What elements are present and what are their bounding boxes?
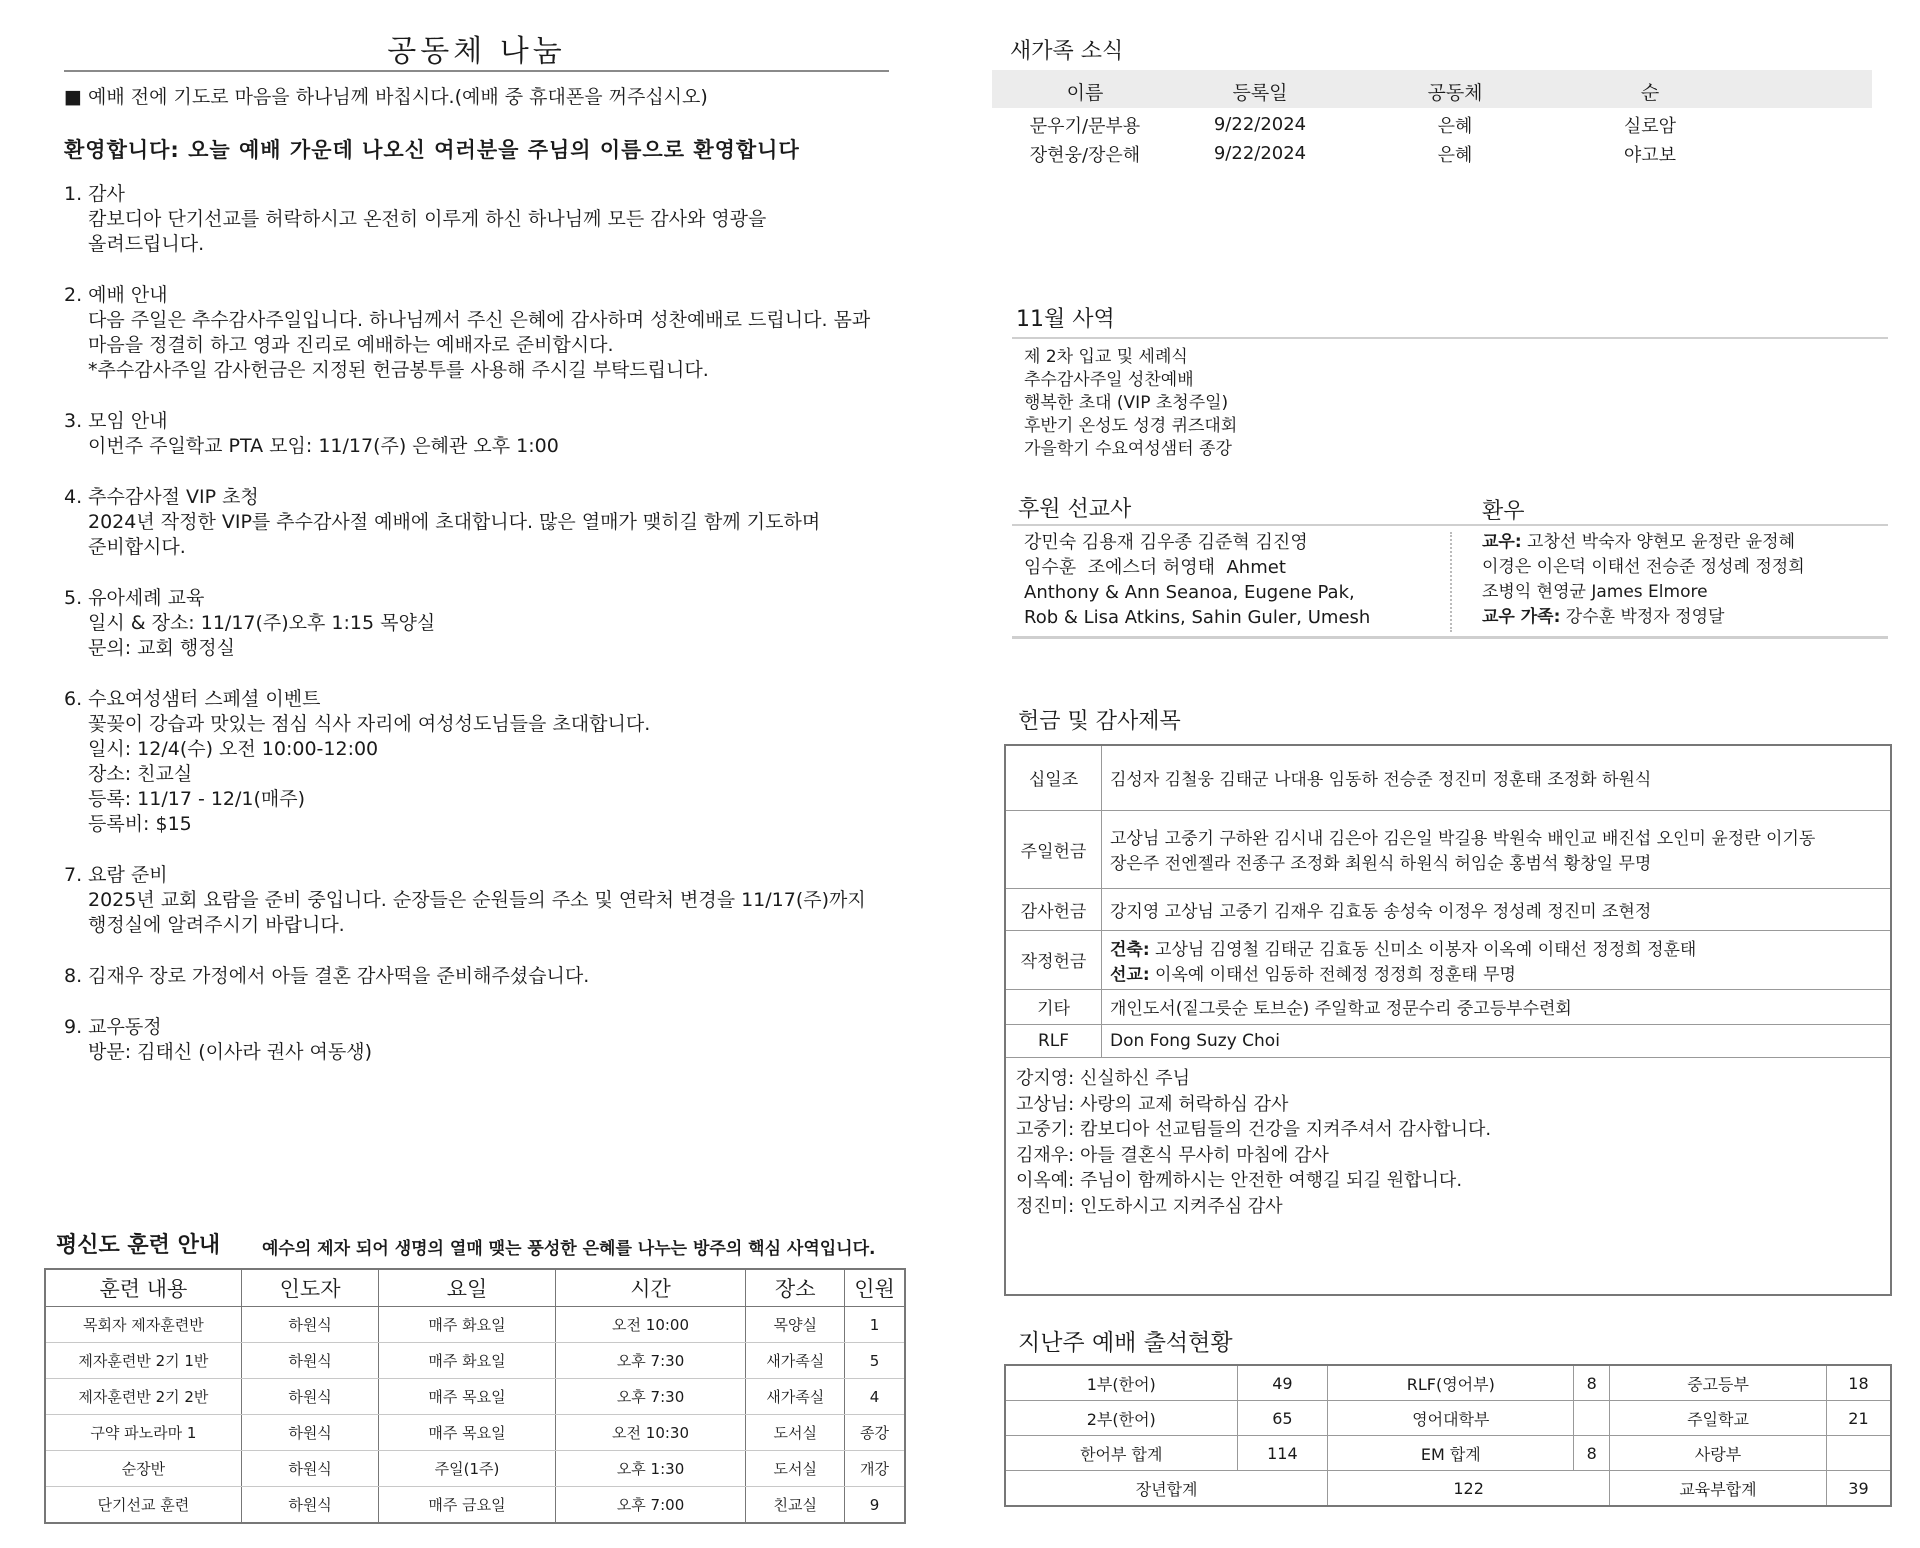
new-family-cell: 9/22/2024 — [1213, 143, 1307, 164]
prayer-item: 이옥예: 주님이 함께하시는 안전한 여행길 되길 원합니다. — [1016, 1170, 1463, 1191]
announcement-item — [64, 863, 904, 938]
offering-table — [1006, 746, 1890, 1058]
offering-label: 기타 — [1006, 989, 1102, 1024]
training-cell: 새가족실 — [746, 1343, 845, 1379]
ministry-item: 가을학기 수요여성샘터 종강 — [1024, 439, 1232, 459]
new-family-cell: 9/22/2024 — [1213, 114, 1307, 135]
ministry-item: 후반기 온성도 성경 퀴즈대회 — [1024, 416, 1238, 436]
training-cell: 하원식 — [241, 1343, 379, 1379]
training-cell: 구약 파노라마 1 — [45, 1415, 241, 1451]
training-cell: 주일(1주) — [379, 1451, 555, 1487]
training-row — [45, 1451, 905, 1487]
sick-line: 조병익 현영균 James Elmore — [1482, 582, 1708, 602]
training-cell: 매주 화요일 — [379, 1343, 555, 1379]
section-divider — [1012, 337, 1888, 339]
intro-note: ■ 예배 전에 기도로 마음을 하나님께 바칩시다.(예배 중 휴대폰을 꺼주십시오) — [64, 86, 708, 108]
new-family-header-cell: 등록일 — [1232, 81, 1288, 104]
training-row — [45, 1379, 905, 1415]
training-header-row — [45, 1269, 905, 1307]
training-cell: 오후 7:00 — [555, 1487, 746, 1524]
attendance-row: 한어부 합계 114 EM 합계 8 사랑부 — [1005, 1436, 1891, 1471]
training-header-cell: 인원 — [845, 1269, 905, 1307]
prayer-item: 강지영: 신실하신 주님 — [1016, 1068, 1190, 1089]
announcement-heading: 8. 김재우 장로 가정에서 아들 결혼 감사떡을 준비해주셨습니다. — [64, 965, 590, 987]
training-cell: 하원식 — [241, 1415, 379, 1451]
new-family-header-cell: 이름 — [1066, 81, 1104, 104]
training-cell: 9 — [845, 1487, 905, 1524]
offering-title: 헌금 및 감사제목 — [1018, 709, 1181, 734]
training-description: 예수의 제자 되어 생명의 열매 맺는 풍성한 은혜를 나누는 방주의 핵심 사역입니다. — [262, 1239, 876, 1259]
offering-row — [1006, 810, 1890, 888]
training-cell: 단기선교 훈련 — [45, 1487, 241, 1524]
announcement-line: 일시 & 장소: 11/17(주)오후 1:15 목양실 — [88, 612, 436, 634]
training-cell: 매주 금요일 — [379, 1487, 555, 1524]
offering-row — [1006, 989, 1890, 1024]
announcement-heading: 1. 감사 — [64, 183, 125, 205]
new-family-cell: 문우기/문부용 — [1029, 115, 1141, 137]
announcement-item — [64, 485, 904, 560]
announcement-line: 2024년 작정한 VIP를 추수감사절 예배에 초대합니다. 많은 열매가 맺히길 함께 기도하며 — [88, 511, 821, 533]
offering-label: 작정헌금 — [1006, 930, 1102, 989]
offering-label: 감사헌금 — [1006, 888, 1102, 930]
missionary-line: 강민숙 김용재 김우종 김준혁 김진영 — [1024, 532, 1308, 553]
sick-line: 이경은 이은덕 이태선 전승준 정성례 정정희 — [1482, 557, 1805, 577]
sick-members-list — [1482, 530, 1805, 630]
training-header-cell: 시간 — [555, 1269, 746, 1307]
prayer-item: 고상님: 사랑의 교제 허락하심 감사 — [1016, 1093, 1289, 1115]
announcement-heading: 4. 추수감사절 VIP 초청 — [64, 486, 259, 508]
training-row — [45, 1487, 905, 1524]
training-cell: 매주 목요일 — [379, 1379, 555, 1415]
training-cell: 5 — [845, 1343, 905, 1379]
training-cell: 순장반 — [45, 1451, 241, 1487]
training-cell: 매주 화요일 — [379, 1307, 555, 1343]
offering-names: 강지영 고상님 고중기 김재우 김효동 송성숙 이정우 정성례 정진미 조현정 — [1102, 888, 1891, 930]
ministry-item: 행복한 초대 (VIP 초청주일) — [1024, 393, 1229, 413]
new-family-table — [1010, 72, 1750, 168]
offering-row — [1006, 746, 1890, 810]
training-cell: 제자훈련반 2기 1반 — [45, 1343, 241, 1379]
announcement-heading: 5. 유아세례 교육 — [64, 587, 205, 609]
training-cell: 목양실 — [746, 1307, 845, 1343]
section-divider — [1012, 636, 1888, 639]
training-cell: 오전 10:30 — [555, 1415, 746, 1451]
announcement-line: 문의: 교회 행정실 — [88, 637, 235, 659]
new-family-header-cell: 순 — [1640, 81, 1660, 104]
offering-label: 주일헌금 — [1006, 810, 1102, 888]
training-cell: 오후 7:30 — [555, 1379, 746, 1415]
training-row — [45, 1343, 905, 1379]
training-title: 평신도 훈련 안내 — [56, 1233, 221, 1258]
offering-names: 고상님 고중기 구하완 김시내 김은아 김은일 박길용 박원숙 배인교 배진섭 오인미 윤정란 이기동 장은주 전엔젤라 전종구 조정화 최원식 하원식 허임순 홍범석 황창일 무명 — [1102, 810, 1891, 888]
announcement-heading: 9. 교우동정 — [64, 1016, 162, 1038]
prayer-item: 고중기: 캄보디아 선교팀들의 건강을 지켜주셔서 감사합니다. — [1016, 1119, 1492, 1140]
announcement-item — [64, 687, 904, 837]
announcement-item — [64, 182, 904, 257]
announcement-line: 마음을 정결히 하고 영과 진리로 예배하는 예배자로 준비합시다. — [88, 334, 614, 356]
training-row — [45, 1415, 905, 1451]
attendance-table — [1004, 1364, 1892, 1507]
training-cell: 매주 목요일 — [379, 1415, 555, 1451]
announcement-item — [64, 283, 904, 383]
new-family-cell: 실로암 — [1623, 115, 1677, 137]
sick-members-title: 환우 — [1482, 499, 1525, 524]
announcement-line: 꽃꽂이 강습과 맛있는 점심 식사 자리에 여성성도님들을 초대합니다. — [88, 713, 651, 735]
training-cell: 도서실 — [746, 1451, 845, 1487]
training-header-cell: 요일 — [379, 1269, 555, 1307]
announcement-line: 2025년 교회 요람을 준비 중입니다. 순장들은 순원들의 주소 및 연락처 변경을 11/17(주)까지 — [88, 889, 866, 911]
offering-row — [1006, 888, 1890, 930]
attendance-row: 1부(한어) 49 RLF(영어부) 8 중고등부 18 — [1005, 1365, 1891, 1401]
training-cell: 목회자 제자훈련반 — [45, 1307, 241, 1343]
offering-names: Don Fong Suzy Choi — [1102, 1024, 1891, 1057]
announcement-line: 방문: 김태신 (이사라 권사 여동생) — [88, 1041, 372, 1063]
sick-line: 교우 가족: 강수훈 박정자 정영달 — [1482, 607, 1725, 627]
announcement-item — [64, 964, 904, 989]
attendance-row: 2부(한어) 65 영어대학부 주일학교 21 — [1005, 1401, 1891, 1436]
announcement-item — [64, 1015, 904, 1065]
training-cell: 하원식 — [241, 1307, 379, 1343]
announcement-line: 등록: 11/17 - 12/1(매주) — [88, 788, 306, 810]
training-cell: 오후 7:30 — [555, 1343, 746, 1379]
offering-label: 십일조 — [1006, 746, 1102, 810]
announcement-line: 올려드립니다. — [88, 233, 205, 255]
offering-row — [1006, 930, 1890, 989]
missionary-line: Rob & Lisa Atkins, Sahin Guler, Umesh — [1024, 607, 1371, 628]
offering-names: 김성자 김철웅 김태군 나대용 임동하 전승준 정진미 정훈태 조정화 하원식 — [1102, 746, 1891, 810]
announcement-heading: 2. 예배 안내 — [64, 284, 168, 306]
announcement-line: 등록비: $15 — [88, 813, 192, 835]
training-cell: 오전 10:00 — [555, 1307, 746, 1343]
new-family-cell: 은혜 — [1437, 144, 1473, 166]
new-family-header-cell: 공동체 — [1427, 81, 1483, 104]
training-cell: 하원식 — [241, 1451, 379, 1487]
prayer-item: 김재우: 아들 결혼식 무사히 마침에 감사 — [1016, 1144, 1329, 1166]
training-cell: 개강 — [845, 1451, 905, 1487]
ministry-item: 제 2차 입교 및 세례식 — [1024, 347, 1188, 367]
new-family-row — [1010, 139, 1750, 168]
announcement-line: 이번주 주일학교 PTA 모임: 11/17(주) 은혜관 오후 1:00 — [88, 435, 559, 457]
new-family-cell: 야고보 — [1623, 144, 1677, 166]
new-family-title: 새가족 소식 — [1010, 39, 1124, 64]
attendance-row: 장년합계 122 교육부합계 39 — [1005, 1471, 1891, 1507]
training-cell: 하원식 — [241, 1487, 379, 1524]
announcement-heading: 6. 수요여성샘터 스페셜 이벤트 — [64, 688, 321, 710]
training-cell: 1 — [845, 1307, 905, 1343]
training-cell: 4 — [845, 1379, 905, 1415]
training-cell: 도서실 — [746, 1415, 845, 1451]
announcement-item — [64, 586, 904, 661]
training-cell: 제자훈련반 2기 2반 — [45, 1379, 241, 1415]
training-table — [44, 1268, 906, 1524]
announcement-line: 캄보디아 단기선교를 허락하시고 온전히 이루게 하신 하나님께 모든 감사와 영광을 — [88, 208, 767, 230]
prayer-list — [1016, 1066, 1491, 1219]
missionary-line: 임수훈 조에스더 허영태 Ahmet — [1024, 557, 1286, 578]
new-family-cell: 은혜 — [1437, 115, 1473, 137]
missionaries-title: 후원 선교사 — [1018, 497, 1132, 522]
training-header-cell: 인도자 — [241, 1269, 379, 1307]
announcement-heading: 3. 모임 안내 — [64, 410, 168, 432]
announcement-line: 장소: 친교실 — [88, 763, 193, 785]
offering-label: RLF — [1006, 1024, 1102, 1057]
training-cell: 하원식 — [241, 1379, 379, 1415]
training-cell: 종강 — [845, 1415, 905, 1451]
offering-row — [1006, 1024, 1890, 1057]
missionary-line: Anthony & Ann Seanoa, Eugene Pak, — [1024, 582, 1355, 603]
new-family-row — [1010, 110, 1750, 139]
offering-names: 건축: 고상님 김영철 김태군 김효동 신미소 이봉자 이옥예 이태선 정정희 정훈태 선교: 이옥예 이태선 임동하 전혜정 정정희 정훈태 무명 — [1102, 930, 1891, 989]
november-ministry-title: 11월 사역 — [1016, 307, 1115, 332]
announcement-line: 행정실에 알려주시기 바랍니다. — [88, 914, 345, 936]
announcement-heading: 7. 요람 준비 — [64, 864, 168, 886]
section-divider — [1012, 524, 1888, 526]
training-cell: 친교실 — [746, 1487, 845, 1524]
training-cell: 오후 1:30 — [555, 1451, 746, 1487]
training-row — [45, 1307, 905, 1343]
new-family-cell: 장현웅/장은해 — [1029, 144, 1141, 166]
missionaries-list — [1024, 530, 1370, 630]
sick-line: 교우: 고창선 박숙자 양현모 윤정란 윤정혜 — [1482, 532, 1796, 552]
new-family-header-row — [1010, 72, 1750, 110]
title-divider — [64, 70, 889, 72]
column-separator — [1450, 532, 1452, 632]
page-title: 공동체 나눔 — [387, 34, 566, 69]
announcement-line: 준비합시다. — [88, 536, 186, 558]
announcement-line: 일시: 12/4(수) 오전 10:00-12:00 — [88, 738, 379, 760]
announcement-line: 다음 주일은 추수감사주일입니다. 하나님께서 주신 은혜에 감사하며 성찬예배로 드립니다. 몸과 — [88, 309, 871, 331]
ministry-item: 추수감사주일 성찬예배 — [1024, 370, 1194, 390]
training-header-cell: 장소 — [746, 1269, 845, 1307]
training-header-cell: 훈련 내용 — [45, 1269, 241, 1307]
offering-names: 개인도서(짙그릇순 토브순) 주일학교 정문수리 중고등부수련회 — [1102, 989, 1891, 1024]
announcement-line: *추수감사주일 감사헌금은 지정된 헌금봉투를 사용해 주시길 부탁드립니다. — [88, 359, 709, 381]
announcement-item — [64, 409, 904, 459]
november-ministry-list — [1024, 346, 1237, 461]
welcome-message: 환영합니다: 오늘 예배 가운데 나오신 여러분을 주님의 이름으로 환영합니다 — [64, 138, 800, 162]
training-cell: 새가족실 — [746, 1379, 845, 1415]
attendance-title: 지난주 예배 출석현황 — [1018, 1330, 1233, 1356]
announcement-list — [64, 182, 904, 1091]
prayer-item: 정진미: 인도하시고 지켜주심 감사 — [1016, 1195, 1283, 1217]
